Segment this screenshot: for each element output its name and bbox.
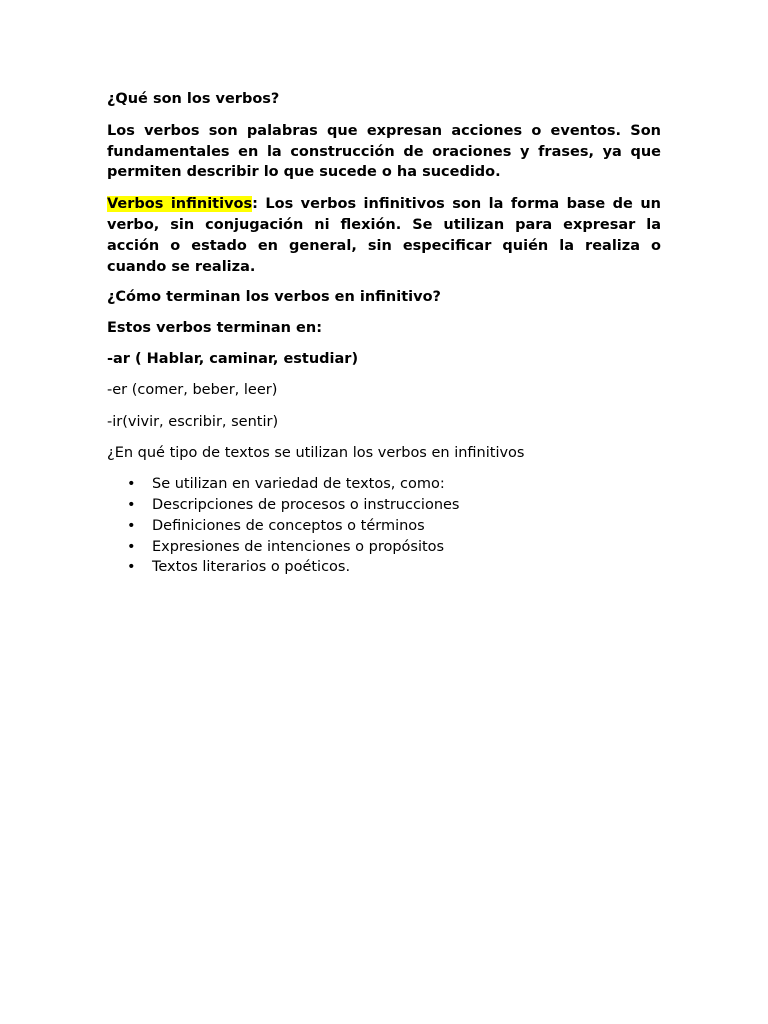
list-item-text: Se utilizan en variedad de textos, como: bbox=[152, 476, 445, 493]
bullet-icon: • bbox=[127, 538, 136, 555]
bullet-icon: • bbox=[127, 517, 136, 534]
question-heading-endings: ¿Cómo terminan los verbos en infinitivo? bbox=[107, 289, 441, 306]
list-item bbox=[107, 516, 661, 537]
ending-ir-line: -ir(vivir, escribir, sentir) bbox=[107, 413, 279, 430]
bullet-icon: • bbox=[127, 476, 136, 493]
text-types-list bbox=[107, 474, 661, 578]
list-item bbox=[107, 537, 661, 558]
verbs-definition-paragraph: Los verbos son palabras que expresan acciones o eventos. Son fundamentales en la construcción de oraciones y frases, ya que permiten describir lo que sucede o ha sucedido. bbox=[107, 122, 661, 181]
ending-ar-line: -ar ( Hablar, caminar, estudiar) bbox=[107, 350, 359, 367]
list-item-text: Expresiones de intenciones o propósitos bbox=[152, 538, 445, 555]
infinitive-definition-text: : Los verbos infinitivos son la forma base de un verbo, sin conjugación ni flexión. Se utilizan para expresar la acción o estado en general, sin especificar quién la realiza o cuando se realiza. bbox=[107, 196, 661, 275]
question-heading-verbs: ¿Qué son los verbos? bbox=[107, 91, 280, 107]
infinitive-definition-paragraph bbox=[107, 194, 661, 277]
ending-er-line: -er (comer, beber, leer) bbox=[107, 381, 278, 398]
question-text-types: ¿En qué tipo de textos se utilizan los verbos en infinitivos bbox=[107, 445, 525, 462]
endings-intro: Estos verbos terminan en: bbox=[107, 320, 322, 337]
highlighted-term: Verbos infinitivos bbox=[107, 196, 253, 213]
list-item bbox=[107, 474, 661, 495]
bullet-icon: • bbox=[127, 559, 136, 576]
list-item-text: Textos literarios o poéticos. bbox=[152, 559, 351, 576]
list-item bbox=[107, 495, 661, 516]
list-item-text: Descripciones de procesos o instrucciones bbox=[152, 496, 460, 513]
document-page bbox=[107, 89, 661, 578]
bullet-icon: • bbox=[127, 496, 136, 513]
list-item-text: Definiciones de conceptos o términos bbox=[152, 517, 425, 534]
list-item bbox=[107, 557, 661, 578]
